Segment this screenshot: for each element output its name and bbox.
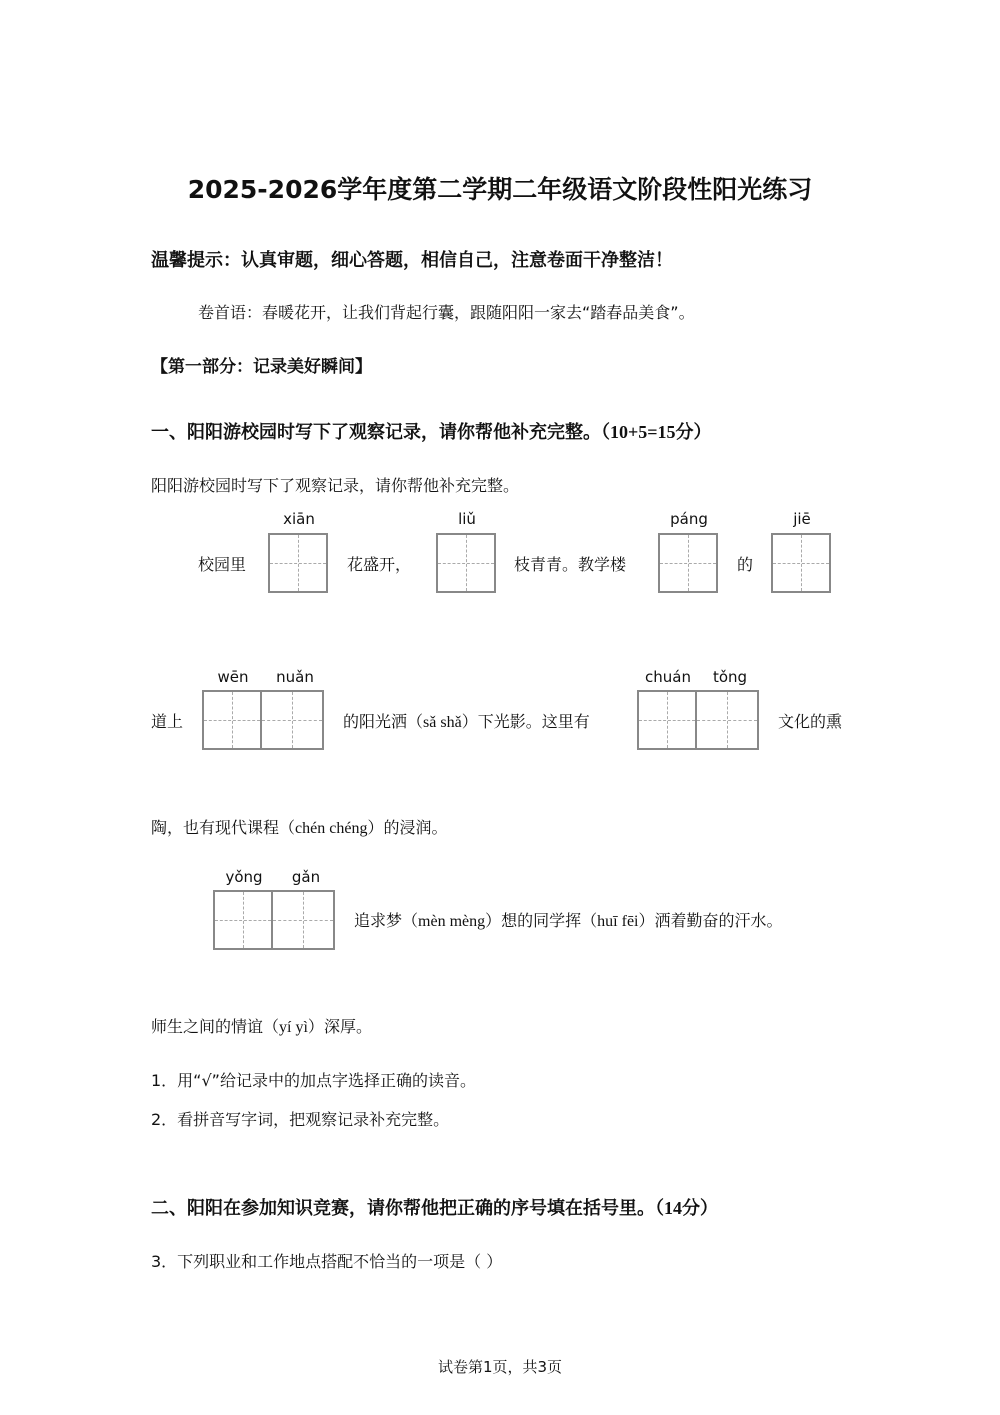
q1-heading-text: 一、阳阳游校园时写下了观察记录，请你帮他补充完整。 (151, 422, 601, 443)
line1-text-3: 枝青青。教学楼 (514, 555, 627, 574)
choice-pinyin-yi[interactable]: （yí yì） (263, 1019, 324, 1036)
writing-box-wennuan[interactable] (202, 690, 324, 750)
q2-score: （14分） (655, 1198, 718, 1218)
writing-box-yonggan[interactable] (213, 890, 335, 950)
q1-score: （10+5=15分） (601, 422, 712, 442)
line2-text-1: 道上 (151, 712, 184, 731)
writing-box-xian[interactable] (268, 533, 328, 593)
writing-box-liu[interactable] (436, 533, 496, 593)
line3: 陶，也有现代课程（chén chéng）的浸润。 (151, 818, 448, 837)
dotted-char-sa: 洒 (391, 712, 408, 731)
pinyin-jie: jiē (793, 510, 811, 528)
subquestion-2: 2．看拼音写字词，把观察记录补充完整。 (151, 1110, 450, 1129)
pinyin-chuan: chuán (645, 668, 691, 686)
line2-text-3: 文化的熏 (778, 712, 843, 731)
subquestion-3: 3．下列职业和工作地点搭配不恰当的一项是（ ） (151, 1252, 503, 1271)
line5: 师生之间的情谊（yí yì）深厚。 (151, 1017, 372, 1036)
line1-text-2: 花盛开， (347, 555, 412, 574)
q1-heading (151, 418, 712, 444)
dotted-char-hui: 挥 (565, 911, 582, 930)
q2-heading-text: 二、阳阳在参加知识竞赛，请你帮他把正确的序号填在括号里。 (151, 1198, 655, 1219)
pinyin-nuan: nuǎn (276, 668, 314, 686)
pinyin-yong: yǒng (225, 868, 263, 886)
dotted-char-meng: 梦 (386, 911, 403, 930)
pinyin-tong: tǒng (712, 668, 748, 686)
subquestion-1: 1．用“√”给记录中的加点字选择正确的读音。 (151, 1071, 476, 1090)
choice-pinyin-sa[interactable]: （sǎ shǎ） (407, 714, 478, 731)
pinyin-gan: gǎn (291, 868, 321, 886)
writing-box-chuantong[interactable] (637, 690, 759, 750)
q1-lead: 阳阳游校园时写下了观察记录，请你帮他补充完整。 (151, 476, 520, 495)
choice-pinyin-meng[interactable]: （mèn mèng） (402, 913, 502, 930)
pinyin-wen: wēn (217, 668, 249, 686)
line1-text-1: 校园里 (198, 555, 247, 574)
line2-text-2: 的阳光洒（sǎ shǎ）下光影。这里有 (343, 712, 590, 731)
tip-text: 温馨提示：认真审题，细心答题，相信自己，注意卷面干净整洁！ (151, 250, 673, 271)
choice-pinyin-hui[interactable]: （huī fēi） (581, 913, 655, 930)
page-title: 2025-2026学年度第二学期二年级语文阶段性阳光练习 (187, 175, 813, 204)
writing-box-jie[interactable] (771, 533, 831, 593)
dotted-char-yi: 谊 (247, 1017, 264, 1036)
pinyin-liu: liǔ (458, 510, 476, 528)
q2-heading (151, 1194, 718, 1220)
dotted-char-cheng: 程 (263, 818, 280, 837)
choice-pinyin-cheng[interactable]: （chén chéng） (279, 820, 384, 837)
intro-text: 卷首语：春暖花开，让我们背起行囊，跟随阳阳一家去“踏春品美食”。 (198, 303, 695, 322)
line4: 追求梦（mèn mèng）想的同学挥（huī fēi）洒着勤奋的汗水。 (354, 911, 783, 930)
part-heading: 【第一部分：记录美好瞬间】 (151, 357, 372, 377)
pinyin-xian: xiān (283, 510, 315, 528)
writing-box-pang[interactable] (658, 533, 718, 593)
pinyin-pang: páng (670, 510, 708, 528)
page-footer: 试卷第1页，共3页 (437, 1358, 563, 1376)
line1-text-4: 的 (737, 555, 754, 574)
